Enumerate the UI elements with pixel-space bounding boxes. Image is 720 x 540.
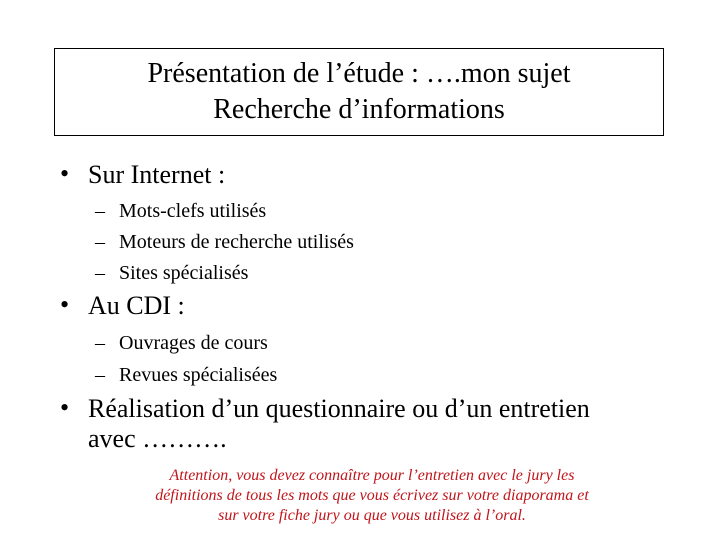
sub-item [95,363,278,387]
sub-item [95,230,354,254]
dash-icon: – [95,262,105,284]
bullet-icon: • [60,393,70,422]
dash-icon: – [95,364,105,386]
slide-title-line1: Présentation de l’étude : ….mon sujet [147,58,571,89]
bullet-item-internet [60,159,688,190]
bullet-icon: • [60,290,70,319]
sub-item [95,331,268,355]
note-line3: sur votre fiche jury ou que vous utilisez à l’oral. [218,507,526,524]
sub-item-label: Mots-clefs utilisés [119,200,267,222]
note-line2: définitions de tous les mots que vous écrivez sur votre diaporama et [155,487,589,504]
note-line1: Attention, vous devez connaître pour l’entretien avec le jury les [169,467,575,484]
bullet-item-cdi [60,290,688,321]
slide-title-box [54,48,664,136]
slide-title-line2: Recherche d’informations [213,94,505,125]
attention-note [92,466,652,526]
bullet-label-line1: Réalisation d’un questionnaire ou d’un entretien [88,394,590,423]
dash-icon: – [95,332,105,354]
bullet-label: Au CDI : [88,291,185,320]
sub-item-label: Sites spécialisés [119,262,249,284]
dash-icon: – [95,231,105,253]
sub-item-label: Revues spécialisées [119,364,278,386]
sub-item-label: Ouvrages de cours [119,332,268,354]
sub-item-label: Moteurs de recherche utilisés [119,231,354,253]
bullet-icon: • [60,159,70,188]
bullet-item-questionnaire [60,393,688,454]
sub-item [95,199,267,223]
bullet-label: Sur Internet : [88,160,226,189]
sub-item [95,261,249,285]
dash-icon: – [95,200,105,222]
bullet-label-line2: avec ………. [88,424,227,453]
